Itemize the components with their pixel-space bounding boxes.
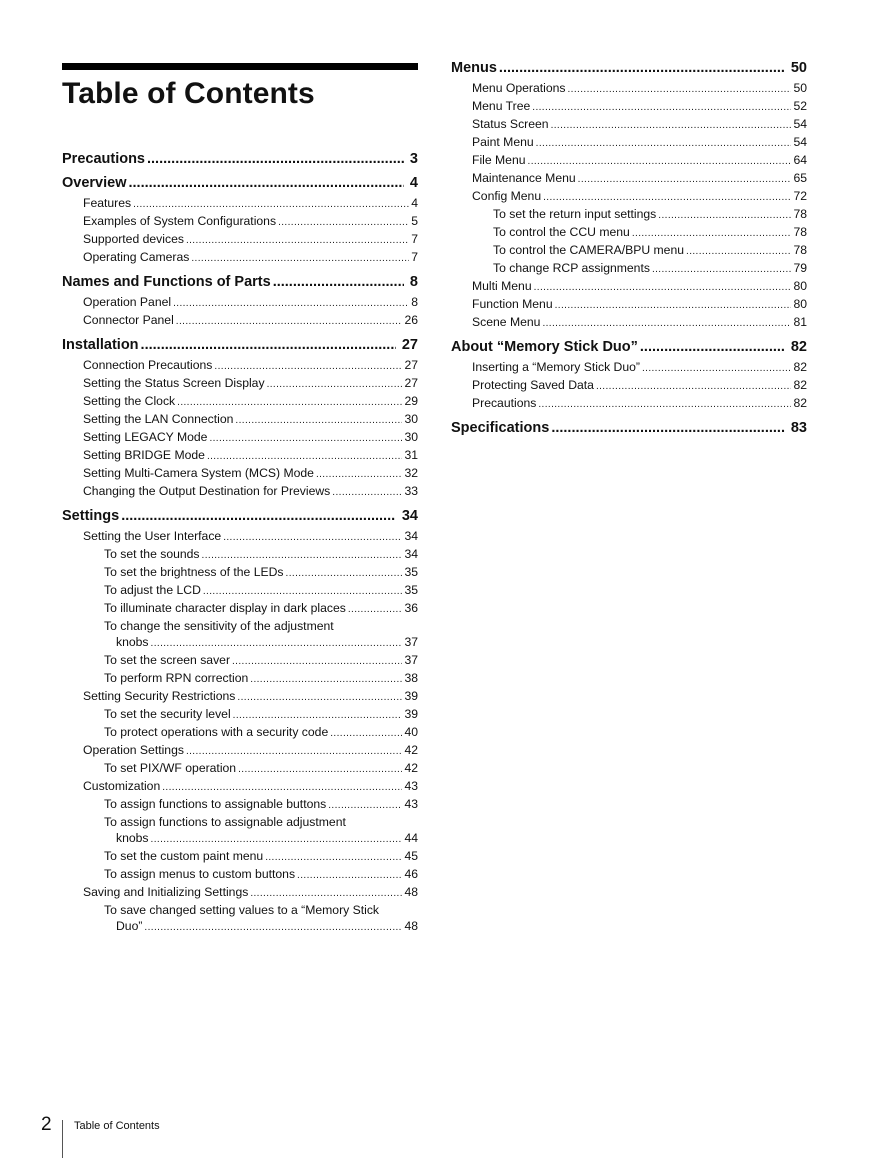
toc-entry-title: Paint Menu — [472, 135, 534, 149]
toc-entry-title: Changing the Output Destination for Previews — [83, 484, 331, 498]
toc-entry[interactable] — [62, 528, 418, 546]
toc-page-number: 82 — [793, 360, 807, 374]
toc-page-number: 65 — [793, 171, 807, 185]
dot-leader — [686, 244, 791, 260]
toc-entry-title: Protecting Saved Data — [472, 378, 594, 392]
toc-entry[interactable] — [62, 778, 418, 796]
footer-page-number: 2 — [41, 1114, 52, 1135]
toc-entry-title: Duo” — [116, 919, 143, 933]
toc-page-number: 43 — [404, 779, 418, 793]
toc-entry[interactable] — [62, 195, 418, 213]
toc-entry-title: Overview — [62, 175, 127, 191]
toc-page-number: 35 — [404, 565, 418, 579]
toc-entry[interactable] — [451, 98, 807, 116]
dot-leader — [658, 208, 791, 224]
toc-entry[interactable] — [451, 152, 807, 170]
toc-entry[interactable] — [62, 312, 418, 330]
toc-entry-title[interactable]: To save changed setting values to a “Memory Stick — [104, 903, 380, 917]
toc-page-number: 35 — [404, 583, 418, 597]
dot-leader — [273, 274, 404, 291]
toc-page-number: 45 — [404, 849, 418, 863]
toc-page-number: 40 — [404, 725, 418, 739]
toc-page-number: 54 — [793, 117, 807, 131]
toc-subsection-entry[interactable] — [62, 866, 418, 884]
toc-page-number: 38 — [404, 671, 418, 685]
toc-page-number: 42 — [404, 743, 418, 757]
toc-page-number: 31 — [404, 448, 418, 462]
toc-subsection-entry[interactable] — [62, 706, 418, 724]
toc-page-number: 82 — [793, 396, 807, 410]
dot-leader — [214, 359, 402, 375]
toc-page-number: 46 — [404, 867, 418, 881]
toc-page-number: 3 — [409, 151, 418, 167]
toc-entry-title: File Menu — [472, 153, 526, 167]
toc-subsection-entry[interactable] — [62, 760, 418, 778]
toc-entry-title[interactable]: To assign functions to assignable adjustment — [104, 815, 346, 829]
toc-entry-title: Customization — [83, 779, 161, 793]
dot-leader — [528, 154, 792, 170]
toc-entry-title: To perform RPN correction — [104, 671, 249, 685]
toc-page-number: 27 — [404, 358, 418, 372]
toc-page-number: 64 — [793, 153, 807, 167]
toc-section-list-right — [451, 60, 807, 437]
toc-entry[interactable] — [451, 80, 807, 98]
toc-entry[interactable] — [62, 231, 418, 249]
toc-entry-title: Setting Security Restrictions — [83, 689, 236, 703]
toc-entry-title: To set the brightness of the LEDs — [104, 565, 284, 579]
dot-leader — [267, 377, 403, 393]
toc-page-number: 79 — [793, 261, 807, 275]
toc-entry-title: Connector Panel — [83, 313, 174, 327]
toc-entry[interactable] — [62, 483, 418, 501]
dot-leader — [596, 379, 791, 395]
toc-subsection-entry[interactable] — [62, 634, 418, 652]
dot-leader — [237, 690, 402, 706]
dot-leader — [235, 413, 402, 429]
toc-page-number: 78 — [793, 243, 807, 257]
toc-subsection-entry[interactable] — [451, 242, 807, 260]
toc-subsection-entry[interactable] — [62, 652, 418, 670]
toc-entry-title: To adjust the LCD — [104, 583, 201, 597]
toc-entry-title: Connection Precautions — [83, 358, 213, 372]
toc-entry[interactable] — [62, 884, 418, 902]
toc-page-number: 42 — [404, 761, 418, 775]
toc-page-number: 39 — [404, 689, 418, 703]
toc-subsection-entry[interactable] — [62, 564, 418, 582]
toc-entry[interactable] — [62, 742, 418, 760]
dot-leader — [176, 314, 403, 330]
toc-entry[interactable] — [62, 688, 418, 706]
toc-subsection-entry[interactable] — [62, 670, 418, 688]
toc-left-column — [62, 63, 418, 936]
dot-leader — [202, 548, 403, 564]
toc-section-entry[interactable] — [451, 339, 807, 356]
toc-page-number: 32 — [404, 466, 418, 480]
toc-entry-title: To control the CAMERA/BPU menu — [493, 243, 685, 257]
toc-subsection-entry[interactable] — [62, 724, 418, 742]
toc-entry-title: Setting BRIDGE Mode — [83, 448, 205, 462]
toc-entry[interactable] — [62, 411, 418, 429]
toc-page-number: 30 — [404, 430, 418, 444]
toc-page-number: 52 — [793, 99, 807, 113]
toc-page-number: 4 — [409, 175, 418, 191]
toc-entry-title: To illuminate character display in dark places — [104, 601, 346, 615]
dot-leader — [316, 467, 402, 483]
toc-entry-title: To set the screen saver — [104, 653, 230, 667]
toc-entry[interactable] — [451, 188, 807, 206]
toc-section-entry[interactable] — [62, 175, 418, 192]
toc-section-entry[interactable] — [451, 60, 807, 77]
toc-entry-title: Examples of System Configurations — [83, 214, 277, 228]
toc-page-number: 27 — [401, 337, 418, 353]
toc-entry-title: To assign menus to custom buttons — [104, 867, 296, 881]
dot-leader — [332, 485, 402, 501]
toc-entry[interactable] — [451, 116, 807, 134]
toc-section-entry[interactable] — [62, 508, 418, 525]
dot-leader — [278, 215, 409, 231]
toc-page-number: 8 — [409, 274, 418, 290]
toc-page-number: 5 — [411, 214, 418, 228]
dot-leader — [173, 296, 409, 312]
toc-entry-title: Setting the Clock — [83, 394, 176, 408]
toc-page-number: 26 — [404, 313, 418, 327]
toc-page-number: 72 — [793, 189, 807, 203]
toc-section-entry[interactable] — [451, 420, 807, 437]
toc-page-number: 78 — [793, 207, 807, 221]
toc-page-number: 37 — [404, 653, 418, 667]
toc-entry-title: Specifications — [451, 420, 550, 436]
toc-entry-title: About “Memory Stick Duo” — [451, 339, 638, 355]
toc-page-number: 78 — [793, 225, 807, 239]
dot-leader — [144, 920, 402, 936]
toc-page-number: 27 — [404, 376, 418, 390]
toc-entry-title: Saving and Initializing Settings — [83, 885, 249, 899]
toc-entry-title: Setting the Status Screen Display — [83, 376, 265, 390]
toc-subsection-entry[interactable] — [62, 582, 418, 600]
dot-leader — [543, 190, 791, 206]
toc-page-number: 34 — [404, 547, 418, 561]
toc-page-number: 8 — [411, 295, 418, 309]
toc-entry[interactable] — [62, 429, 418, 447]
toc-section-entry[interactable] — [62, 337, 418, 354]
toc-entry-title: knobs — [116, 635, 149, 649]
toc-page-number: 48 — [404, 885, 418, 899]
toc-subsection-entry[interactable] — [62, 918, 418, 936]
dot-leader — [551, 118, 792, 134]
dot-leader — [265, 850, 402, 866]
toc-entry[interactable] — [62, 294, 418, 312]
toc-entry-title: To set the return input settings — [493, 207, 657, 221]
dot-leader — [538, 397, 791, 413]
toc-subsection-entry[interactable] — [62, 830, 418, 848]
toc-entry[interactable] — [451, 359, 807, 377]
dot-leader — [191, 251, 409, 267]
toc-page-number: 30 — [404, 412, 418, 426]
toc-entry-title: To set the security level — [104, 707, 231, 721]
dot-leader — [238, 762, 402, 778]
toc-entry-title: Multi Menu — [472, 279, 532, 293]
dot-leader — [232, 654, 402, 670]
toc-page-number: 83 — [790, 420, 807, 436]
dot-leader — [203, 584, 403, 600]
dot-leader — [186, 233, 409, 249]
toc-entry[interactable] — [451, 377, 807, 395]
dot-leader — [177, 395, 402, 411]
toc-entry-title: Menus — [451, 60, 497, 76]
toc-entry-title: Setting the LAN Connection — [83, 412, 234, 426]
dot-leader — [632, 226, 792, 242]
footer-divider — [62, 1120, 63, 1158]
dot-leader — [162, 780, 402, 796]
toc-entry[interactable] — [451, 170, 807, 188]
toc-entry[interactable] — [451, 296, 807, 314]
dot-leader — [151, 832, 403, 848]
toc-entry-title: Settings — [62, 508, 120, 524]
toc-page-number: 82 — [793, 378, 807, 392]
dot-leader — [151, 636, 403, 652]
toc-page-number: 34 — [404, 529, 418, 543]
toc-entry-title: Operating Cameras — [83, 250, 190, 264]
dot-leader — [532, 100, 791, 116]
toc-subsection-entry[interactable] — [62, 546, 418, 564]
dot-leader — [542, 316, 791, 332]
dot-leader — [233, 708, 403, 724]
toc-entry-title: Names and Functions of Parts — [62, 274, 271, 290]
toc-page-number: 37 — [404, 635, 418, 649]
toc-entry-title: Config Menu — [472, 189, 542, 203]
toc-section-entry[interactable] — [62, 151, 418, 168]
toc-entry-title: Setting LEGACY Mode — [83, 430, 208, 444]
toc-subsection-entry[interactable] — [451, 260, 807, 278]
toc-entry-title: Operation Panel — [83, 295, 172, 309]
toc-page-number: 44 — [404, 831, 418, 845]
dot-leader — [286, 566, 403, 582]
toc-entry-title: To set PIX/WF operation — [104, 761, 237, 775]
toc-page-number: 50 — [793, 81, 807, 95]
toc-entry[interactable] — [62, 393, 418, 411]
toc-entry-title: Precautions — [472, 396, 537, 410]
toc-section-list-left — [62, 151, 418, 936]
toc-page-number: 36 — [404, 601, 418, 615]
toc-entry-title: Inserting a “Memory Stick Duo” — [472, 360, 640, 374]
toc-right-column — [451, 60, 807, 437]
toc-entry[interactable] — [451, 314, 807, 332]
toc-entry-title: Menu Tree — [472, 99, 531, 113]
toc-page-number: 54 — [793, 135, 807, 149]
toc-entry[interactable] — [62, 447, 418, 465]
toc-entry-title: To set the sounds — [104, 547, 200, 561]
dot-leader — [578, 172, 792, 188]
dot-leader — [555, 298, 792, 314]
dot-leader — [551, 420, 785, 437]
toc-entry-title: Maintenance Menu — [472, 171, 576, 185]
dot-leader — [133, 197, 409, 213]
toc-entry[interactable] — [62, 465, 418, 483]
dot-leader — [121, 508, 396, 525]
toc-entry-title: Precautions — [62, 151, 145, 167]
dot-leader — [499, 60, 785, 77]
toc-entry-title: To assign functions to assignable buttons — [104, 797, 327, 811]
toc-entry-title: To control the CCU menu — [493, 225, 630, 239]
toc-page-number: 81 — [793, 315, 807, 329]
toc-entry-title: Setting Multi-Camera System (MCS) Mode — [83, 466, 314, 480]
dot-leader — [348, 602, 403, 618]
toc-page-number: 33 — [404, 484, 418, 498]
dot-leader — [250, 672, 402, 688]
toc-section-entry[interactable] — [62, 274, 418, 291]
toc-page-number: 34 — [401, 508, 418, 524]
dot-leader — [640, 339, 785, 356]
toc-entry-title: Function Menu — [472, 297, 553, 311]
dot-leader — [328, 798, 402, 814]
toc-entry-title: Operation Settings — [83, 743, 184, 757]
toc-entry-title: Setting the User Interface — [83, 529, 222, 543]
dot-leader — [330, 726, 402, 742]
footer-label: Table of Contents — [74, 1120, 160, 1132]
dot-leader — [207, 449, 403, 465]
dot-leader — [209, 431, 402, 447]
dot-leader — [141, 337, 396, 354]
dot-leader — [147, 151, 404, 168]
page-title: Table of Contents — [62, 77, 315, 110]
dot-leader — [186, 744, 402, 760]
toc-entry[interactable] — [451, 134, 807, 152]
toc-page-number: 80 — [793, 279, 807, 293]
toc-subsection-entry[interactable] — [62, 848, 418, 866]
toc-page-number: 7 — [411, 232, 418, 246]
toc-entry-title: Status Screen — [472, 117, 549, 131]
toc-entry[interactable] — [451, 278, 807, 296]
toc-entry-title: Menu Operations — [472, 81, 566, 95]
toc-page-number: 82 — [790, 339, 807, 355]
toc-page-number: 29 — [404, 394, 418, 408]
toc-page-number: 50 — [790, 60, 807, 76]
toc-page-number: 43 — [404, 797, 418, 811]
toc-entry[interactable] — [62, 357, 418, 375]
toc-entry[interactable] — [62, 375, 418, 393]
toc-entry[interactable] — [451, 395, 807, 413]
toc-subsection-entry[interactable] — [451, 224, 807, 242]
toc-page-number: 80 — [793, 297, 807, 311]
toc-subsection-entry[interactable] — [451, 206, 807, 224]
toc-entry-title[interactable]: To change the sensitivity of the adjustment — [104, 619, 334, 633]
dot-leader — [223, 530, 402, 546]
dot-leader — [297, 868, 402, 884]
title-rule — [62, 63, 418, 70]
toc-entry-title: Features — [83, 196, 132, 210]
toc-entry-title: To protect operations with a security code — [104, 725, 329, 739]
dot-leader — [642, 361, 791, 377]
dot-leader — [250, 886, 402, 902]
dot-leader — [534, 280, 792, 296]
toc-page-number: 7 — [411, 250, 418, 264]
toc-page-number: 4 — [411, 196, 418, 210]
dot-leader — [536, 136, 792, 152]
toc-page-number: 39 — [404, 707, 418, 721]
toc-entry[interactable] — [62, 213, 418, 231]
toc-entry-title: To change RCP assignments — [493, 261, 650, 275]
dot-leader — [568, 82, 792, 98]
toc-entry-title: Scene Menu — [472, 315, 541, 329]
toc-subsection-entry[interactable] — [62, 600, 418, 618]
toc-entry-title: knobs — [116, 831, 149, 845]
toc-subsection-entry[interactable] — [62, 796, 418, 814]
dot-leader — [129, 175, 404, 192]
toc-entry-title: Installation — [62, 337, 139, 353]
toc-entry-title: To set the custom paint menu — [104, 849, 264, 863]
toc-entry[interactable] — [62, 249, 418, 267]
toc-entry-title: Supported devices — [83, 232, 184, 246]
toc-page-number: 48 — [404, 919, 418, 933]
dot-leader — [652, 262, 791, 278]
